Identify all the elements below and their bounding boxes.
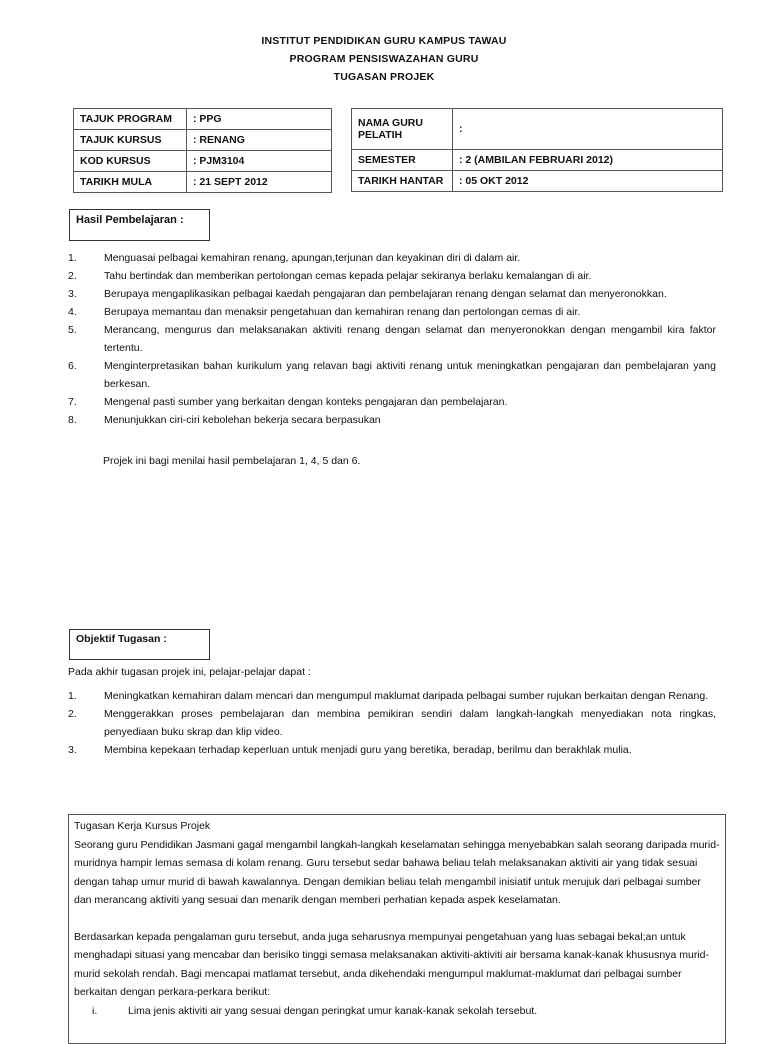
- item-text: Mengenal pasti sumber yang berkaitan dengan konteks pengajaran dan pembelajaran.: [104, 396, 508, 408]
- item-number: 1.: [68, 690, 77, 702]
- item-number: 8.: [68, 414, 77, 426]
- item-number: 4.: [68, 306, 77, 318]
- item-text: Merancang, mengurus dan melaksanakan aktiviti renang dengan selamat dan menyeronokkan dengan mengambil kira faktor tertentu.: [104, 324, 716, 354]
- item-text: Menguasai pelbagai kemahiran renang, apungan,terjunan dan keyakinan diri di dalam air.: [104, 252, 521, 264]
- submit-date-value: : 05 OKT 2012: [453, 171, 723, 192]
- item-text: Menggerakkan proses pembelajaran dan membina pemikiran sendiri dalam langkah-langkah menyediakan nota ringkas, penyediaan buku skrap dan klip video.: [104, 708, 716, 738]
- item-number: 3.: [68, 744, 77, 756]
- table-row: [352, 150, 723, 171]
- item-number: 3.: [68, 288, 77, 300]
- item-number: 1.: [68, 252, 77, 264]
- list-item: [68, 741, 716, 759]
- submit-date-label: TARIKH HANTAR: [352, 171, 453, 192]
- list-item: [68, 249, 716, 267]
- item-number: 7.: [68, 396, 77, 408]
- assignment-box: [68, 814, 726, 1044]
- item-text: Berupaya mengaplikasikan pelbagai kaedah pengajaran dan pembelajaran renang dengan selamat dan menyeronokkan.: [104, 288, 667, 300]
- table-row: [74, 130, 332, 151]
- student-info-table: [351, 108, 723, 192]
- list-item: [68, 411, 716, 429]
- item-number: 6.: [68, 360, 77, 372]
- item-text: Berupaya memantau dan menaksir pengetahuan dan kemahiran renang dan pertolongan cemas di air.: [104, 306, 581, 318]
- table-row: [352, 171, 723, 192]
- objectives-list: [68, 687, 716, 759]
- start-date-value: : 21 SEPT 2012: [187, 172, 332, 193]
- institute-title: INSTITUT PENDIDIKAN GURU KAMPUS TAWAU: [261, 35, 507, 47]
- program-value: : PPG: [187, 109, 332, 130]
- item-text: Tahu bertindak dan memberikan pertolongan cemas kepada pelajar sekiranya berlaku kemalangan di air.: [104, 270, 592, 282]
- assessment-note: Projek ini bagi menilai hasil pembelajaran 1, 4, 5 dan 6.: [103, 455, 361, 467]
- assignment-paragraph-2: Berdasarkan kepada pengalaman guru tersebut, anda juga seharusnya mempunyai pengetahuan yang luas sebagai bekal;an untuk menghadapi situasi yang mencabar dan berisiko tinggi semasa melaksanakan aktiviti-aktiviti air bersama kanak-kanak khususnya murid-murid sekolah rendah. Bagi mencapai matlamat tersebut, anda dikehendaki mengumpul maklumat-maklumat dari pelbagai sumber berkaitan dengan perkara-perkara berikut:: [74, 930, 709, 998]
- course-code-label: KOD KURSUS: [74, 151, 187, 172]
- list-item: [68, 687, 716, 705]
- item-number: 2.: [68, 270, 77, 282]
- learning-outcomes-list: [68, 249, 716, 429]
- item-text: Membina kepekaan terhadap keperluan untuk menjadi guru yang beretika, beradap, berilmu dan berakhlak mulia.: [104, 744, 632, 756]
- trainee-name-label-line2: PELATIH: [358, 129, 403, 141]
- semester-label: SEMESTER: [352, 150, 453, 171]
- semester-value: : 2 (AMBILAN FEBRUARI 2012): [453, 150, 723, 171]
- trainee-name-label-line1: NAMA GURU: [358, 117, 423, 129]
- table-row: [74, 109, 332, 130]
- list-item: [68, 357, 716, 393]
- trainee-name-value: :: [453, 109, 723, 150]
- item-number: 2.: [68, 708, 77, 720]
- list-item: [68, 303, 716, 321]
- program-title: PROGRAM PENSISWAZAHAN GURU: [289, 53, 479, 65]
- list-item: [68, 285, 716, 303]
- item-number: 5.: [68, 324, 77, 336]
- item-text: Menginterpretasikan bahan kurikulum yang relavan bagi aktiviti renang untuk meningkatkan pengajaran dan pembelajaran yang berkesan.: [104, 360, 716, 390]
- item-text: Lima jenis aktiviti air yang sesuai dengan peringkat umur kanak-kanak sekolah tersebut.: [128, 1004, 538, 1017]
- list-item: [68, 267, 716, 285]
- list-item: [68, 321, 716, 357]
- learning-outcomes-heading: Hasil Pembelajaran :: [69, 209, 210, 241]
- spacer: [74, 910, 720, 928]
- item-text: Meningkatkan kemahiran dalam mencari dan mengumpul maklumat daripada pelbagai sumber rujukan berkaitan dengan Renang.: [104, 690, 709, 702]
- assignment-paragraph-1: Seorang guru Pendidikan Jasmani gagal mengambil langkah-langkah keselamatan sehingga menyebabkan salah seorang daripada murid-muridnya hampir lemas semasa di kolam renang. Guru tersebut sedar bahawa beliau telah melaksanakan aktiviti air yang tidak sesuai dengan tahap umur murid di bawah kawalannya. Dengan demikian beliau telah mengambil inisiatif untuk merujuk dari pelbagai sumber dan merancang aktiviti yang sesuai dan menarik dengan memberi perhatian kepada aspek keselamatan.: [74, 838, 720, 906]
- objectives-heading: Objektif Tugasan :: [69, 629, 210, 660]
- start-date-label: TARIKH MULA: [74, 172, 187, 193]
- table-row: [352, 109, 723, 150]
- trainee-name-label: [352, 109, 453, 150]
- course-label: TAJUK KURSUS: [74, 130, 187, 151]
- assignment-title: Tugasan Kerja Kursus Projek: [74, 820, 211, 832]
- list-item: [68, 705, 716, 741]
- course-value: : RENANG: [187, 130, 332, 151]
- table-row: [74, 172, 332, 193]
- course-code-value: : PJM3104: [187, 151, 332, 172]
- list-item: [68, 393, 716, 411]
- item-number: i.: [92, 1004, 98, 1017]
- list-item: [74, 1002, 720, 1021]
- program-label: TAJUK PROGRAM: [74, 109, 187, 130]
- document-title: TUGASAN PROJEK: [333, 71, 435, 83]
- course-info-table: [73, 108, 332, 193]
- objectives-intro: Pada akhir tugasan projek ini, pelajar-pelajar dapat :: [68, 666, 311, 678]
- item-text: Menunjukkan ciri-ciri kebolehan bekerja secara berpasukan: [104, 414, 381, 426]
- table-row: [74, 151, 332, 172]
